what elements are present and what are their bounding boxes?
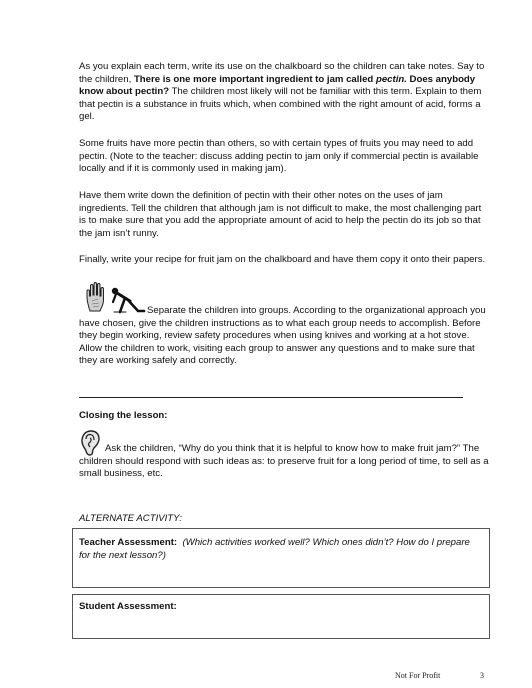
definition-paragraph: Have them write down the definition of pectin with their other notes on the uses of jam ingredients. Tell the children that although jam is not difficult to make, the most challenging part is to make sure that you add the appropriate amount of acid to help the pectin do its job so that the jam isn’t runny. xyxy=(79,190,482,239)
pectin-note-paragraph: Some fruits have more pectin than others, so with certain types of fruits you may need to add pectin. (Note to the teacher: discuss adding pectin to jam only if commercial pectin is available locally and if it is commonly used in making jam). xyxy=(79,138,479,175)
teacher-assessment-text xyxy=(79,537,479,562)
student-assessment-box xyxy=(72,594,490,639)
teacher-assessment-box xyxy=(72,528,490,588)
student-assessment-label: Student Assessment: xyxy=(79,601,177,612)
closing-question-paragraph: Ask the children, “Why do you think that it is helpful to know how to make fruit jam?” The children should respond with such ideas as: to preserve fruit for a long period of time, to sell as a small business, etc. xyxy=(79,443,489,480)
closing-heading: Closing the lesson: xyxy=(79,410,168,421)
group-work-paragraph: Separate the children into groups. According to the organizational approach you have chosen, give the children instructions as to what each group needs to accomplish. Before they begin working, review safety procedures when using knives and working at a hot stove. Allow the children to work, visiting each group to answer any questions and to make sure that they are working safely and correctly. xyxy=(79,305,486,367)
intro-paragraph: As you explain each term, write its use on the chalkboard so the children can take notes. Say to the children, There is one more important ingredient to jam called pectin. Does anybody know about pectin? The children most likely will not be familiar with this term. Explain to them that pectin is a substance in fruits which, when combined with the right amount of acid, forms a gel. xyxy=(79,61,485,123)
section-divider xyxy=(79,397,463,398)
footer-text: Not For Profit xyxy=(395,671,441,680)
teacher-assessment-prompt: (Which activities worked well? Which ones didn’t? How do I prepare for the next lesson?) xyxy=(79,537,470,561)
page-number: 3 xyxy=(480,671,484,680)
teacher-assessment-label: Teacher Assessment: xyxy=(79,537,178,548)
pectin-prompt: There is one more important ingredient to jam called pectin. Does anybody know about pectin? xyxy=(79,73,476,98)
recipe-paragraph: Finally, write your recipe for fruit jam on the chalkboard and have them copy it onto their papers. xyxy=(79,254,486,265)
alternate-activity-heading: ALTERNATE ACTIVITY: xyxy=(79,513,182,524)
